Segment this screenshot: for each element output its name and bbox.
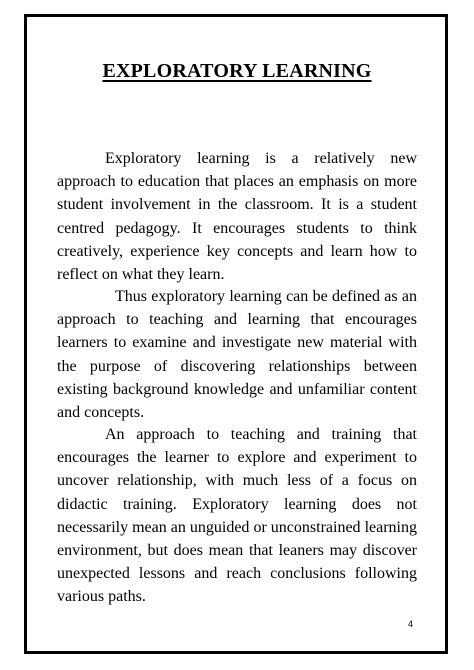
paragraph-3: An approach to teaching and training that encourages the learner to explore and experiment to uncover relationship, with much less of a focus on didactic training. Exploratory learning does not necessarily mean an unguided or unconstrained learning environment, but does mean that leaners may discover unexpected lessons and reach conclusions following various paths. xyxy=(57,426,417,606)
page-title: EXPLORATORY LEARNING xyxy=(102,60,372,82)
paragraph-1: Exploratory learning is a relatively new approach to education that places an emphasis on more student involvement in the classroom. It is a student centred pedagogy. It encourages students to think creatively, experience key concepts and learn how to reflect on what they learn. xyxy=(57,150,417,284)
page-number: 4 xyxy=(408,619,414,629)
paragraph-2: Thus exploratory learning can be defined as an approach to teaching and learning that encourages learners to examine and investigate new material with the purpose of discovering relationships between existing background knowledge and unfamiliar content and concepts. xyxy=(57,288,417,422)
